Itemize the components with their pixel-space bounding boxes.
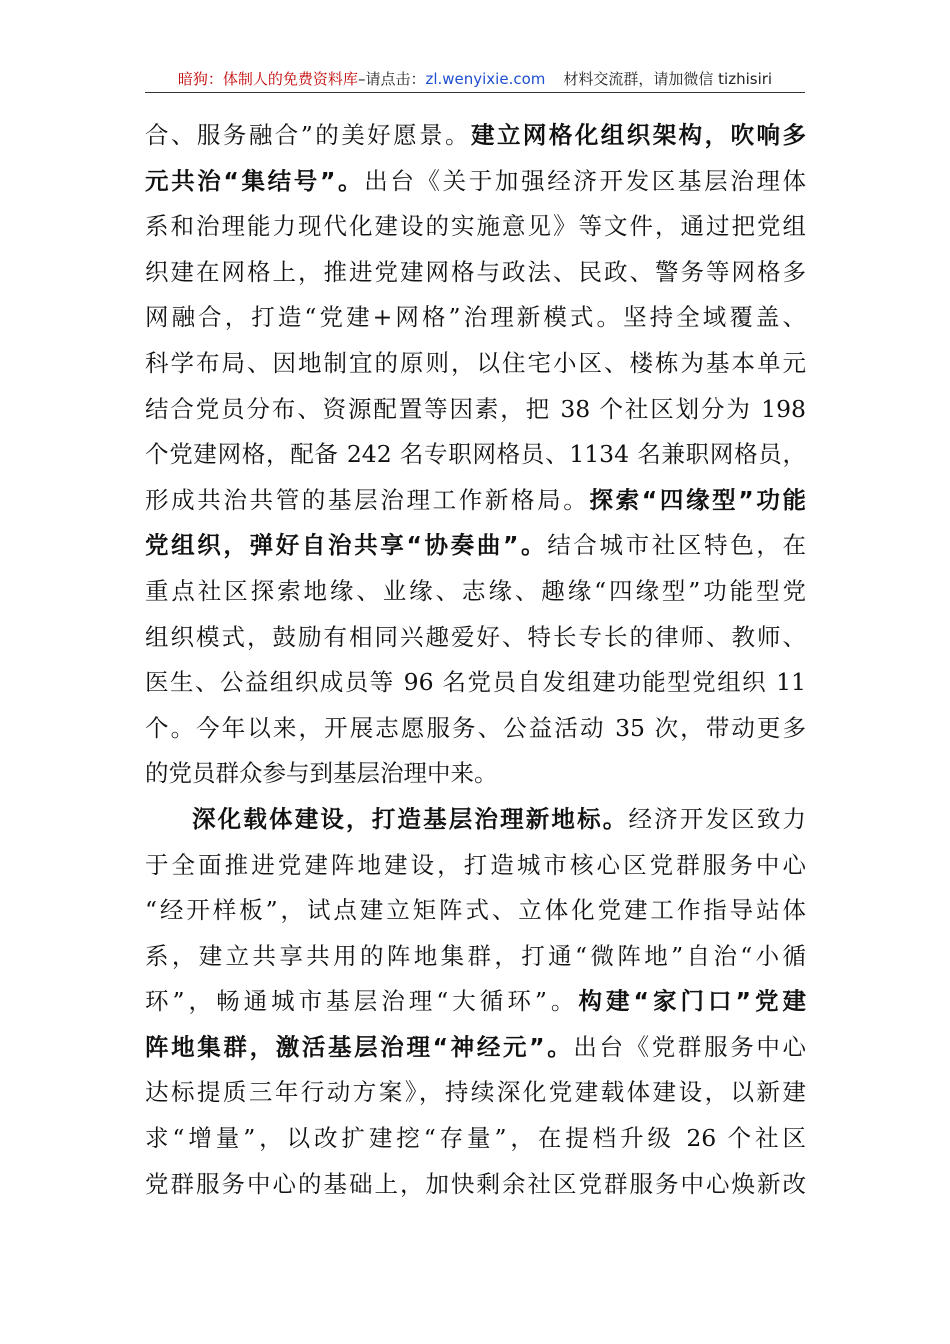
text-run: 织建在网格上，推进党建网格与政法、民政、警务等网格多 [145,257,806,286]
text-line [145,706,806,752]
text-run: 个党建网格，配备 242 名专职网格员、1134 名兼职网格员， [145,440,806,469]
document-body [145,113,806,1207]
bold-heading-run: 党组织，弹好自治共享“协奏曲”。 [145,531,548,560]
bold-heading-run: 构建“家门口”党建 [578,987,807,1016]
text-line [145,797,806,843]
text-run: 重点社区探索地缘、业缘、志缘、趣缘“四缘型”功能型党 [145,576,806,605]
text-line [145,250,806,296]
text-line [145,113,806,159]
bold-heading-run: 阵地集群，激活基层治理“神经元”。 [145,1032,574,1061]
text-line [145,1162,806,1208]
text-run: 结合党员分布、资源配置等因素，把 38 个社区划分为 198 [145,394,806,423]
text-line [145,1116,806,1162]
header-url-link[interactable]: zl.wenyixie.com [425,70,546,88]
text-run: 党群服务中心的基础上，加快剩余社区党群服务中心焕新改 [145,1169,806,1198]
text-line [145,1070,806,1116]
text-run: 合、服务融合”的美好愿景。 [145,121,471,149]
text-line [145,615,806,661]
text-run: 个。今年以来，开展志愿服务、公益活动 35 次，带动更多 [145,713,806,742]
text-line [145,295,806,341]
text-run: 的党员群众参与到基层治理中来。 [145,759,498,788]
text-line [145,1025,806,1071]
text-run: 出台《关于加强经济开发区基层治理体 [364,166,807,195]
text-line [145,387,806,433]
text-line [145,341,806,387]
text-line [145,751,806,797]
bold-heading-run: 探索“四缘型”功能 [589,485,807,514]
text-run: 出台《党群服务中心 [573,1032,806,1061]
text-run: 科学布局、因地制宜的原则，以住宅小区、楼栋为基本单元 [145,348,806,377]
text-run: 于全面推进党建阵地建设，打造城市核心区党群服务中心 [145,850,806,879]
bold-heading-run: 深化载体建设，打造基层治理新地标。 [192,804,629,833]
text-run: 达标提质三年行动方案》，持续深化党建载体建设，以新建 [145,1078,806,1107]
text-line [145,159,806,205]
header-group-text: 材料交流群，请加微信 tizhisiri [563,70,773,88]
text-run: 环”，畅通城市基层治理“大循环”。 [145,987,579,1016]
text-line [145,843,806,889]
text-run: “经开样板”，试点建立矩阵式、立体化党建工作指导站体 [145,896,806,925]
text-run: 求“增量”，以改扩建挖“存量”，在提档升级 26 个社区 [145,1124,806,1153]
bold-heading-run: 元共治“集结号”。 [145,166,365,195]
page-header [145,66,805,93]
text-line [145,979,806,1025]
text-run: 组织模式，鼓励有相同兴趣爱好、特长专长的律师、教师、 [145,622,806,651]
text-line [145,569,806,615]
text-run: 医生、公益组织成员等 96 名党员自发组建功能型党组织 11 [145,668,806,697]
text-run: 形成共治共管的基层治理工作新格局。 [145,485,590,514]
text-line [145,934,806,980]
text-line [145,204,806,250]
text-run: 系和治理能力现代化建设的实施意见》等文件，通过把党组 [145,212,806,241]
header-brand: 暗狗：体制人的免费资料库 [177,70,358,88]
text-run: 结合城市社区特色，在 [547,531,807,560]
text-line [145,888,806,934]
text-line [145,660,806,706]
text-line [145,432,806,478]
bold-heading-run: 建立网格化组织架构，吹响多 [471,121,807,149]
text-run: 经济开发区致力 [628,804,807,833]
text-line [145,478,806,524]
header-prompt: –请点击： [357,70,426,88]
text-run: 系，建立共享共用的阵地集群，打通“微阵地”自治“小循 [145,941,806,970]
text-line [145,523,806,569]
text-run: 网融合，打造“党建+网格”治理新模式。坚持全域覆盖、 [145,303,806,332]
